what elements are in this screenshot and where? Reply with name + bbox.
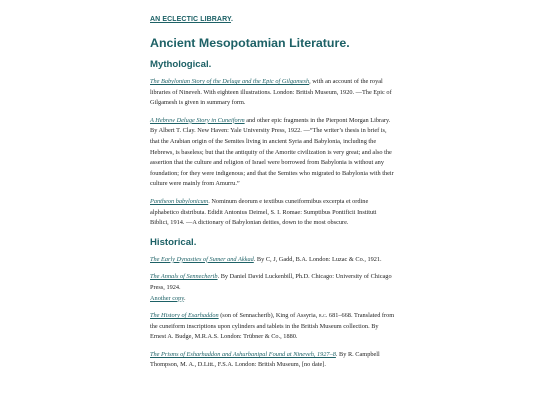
entry-description: . By R. Campbell Thompson, M. A., D.Litt., F.S.A. London: British Museum, [no date]. [150, 350, 380, 369]
site-link-period: . [230, 16, 234, 23]
entry-hebrew-deluge [150, 116, 395, 190]
another-copy-period: . [184, 294, 186, 302]
another-copy-link[interactable]: Another copy [150, 294, 185, 302]
book-link[interactable]: The History of Esarhaddon [150, 312, 219, 320]
entry-annals-sennecherib [150, 272, 395, 304]
entry-babylonian-deluge [150, 77, 395, 109]
book-link[interactable]: A Hebrew Deluge Story in Cuneiform [150, 116, 245, 124]
entry-description: . By C, J, Gadd, B.A. London: Luzac & Co., 1921. [253, 255, 382, 263]
entry-description: . Nominum deorum e textibus cuneiformibus excerpta et ordine alphabetico distributa. Edidit Antonius Deimel, S. I. Romae: Sumptibus Pontificii Instituti Biblici, 1914. —A dictionary of Babylonian deities, down to the most obscure. [150, 197, 377, 227]
page-title: Ancient Mesopotamian Literature. [150, 36, 350, 50]
entry-description: (son of Sennacherib), King of Assyria, [218, 312, 319, 320]
entry-early-dynasties [150, 255, 395, 266]
section-heading-mythological: Mythological. [150, 59, 212, 70]
entry-description: and other epic fragments in the Pierpont Morgan Library. By Albert T. Clay. New Haven: Yale University Press, 1922. —“The writer’s thesis in brief is, that the Arabian origin of the Semites living in ancient Syria and Babylonia, including the Hebrews, is baseless; but that the antiquity of the Amorite civilization is very great; and also the assertion that the culture and religion of Israel were borrowed from Babylonia is without any foundation; for they were indigenous; and that the Semites who migrated to Babylonia with their culture were mainly from Amurru.” [150, 116, 394, 188]
entry-pantheon-babylonicum [150, 197, 395, 229]
main-content [150, 8, 395, 378]
section-heading-historical: Historical. [150, 236, 197, 248]
book-link[interactable]: The Early Dynasties of Sumer and Akkad [150, 255, 254, 263]
book-link[interactable]: Pantheon babylonicum [150, 197, 209, 205]
entry-prisms-esharhaddon [150, 350, 395, 371]
entry-description-cont: 681–668. Translated from the cuneiform inscriptions upon cylinders and tablets in the British Museum collection. By Ernest A. Budge, M.R.A.S. London: Trübner & Co., 1880. [150, 312, 395, 341]
site-home-link[interactable]: AN ECLECTIC LIBRARY [150, 16, 231, 23]
book-link[interactable]: The Annals of Sennecherib [150, 273, 218, 281]
entry-history-esarhaddon [150, 311, 395, 343]
book-link[interactable]: The Babylonian Story of the Deluge and the Epic of Gilgamesh [150, 78, 310, 85]
entry-description: , with an account of the royal libraries of Nineveh. With eighteen illustrations. London: British Museum, 1920. —The Epic of Gilgamesh is given in summary form. [150, 78, 392, 107]
book-link[interactable]: The Prisms of Esharhaddon and Ashurbanipal Found at Nineveh, 1927–8 [150, 350, 336, 358]
entry-description: . By Daniel David Luckenbill, Ph.D. Chicago: University of Chicago Press, 1924. [150, 273, 392, 291]
site-header [150, 8, 395, 26]
era-abbreviation: b.c. [318, 312, 328, 320]
